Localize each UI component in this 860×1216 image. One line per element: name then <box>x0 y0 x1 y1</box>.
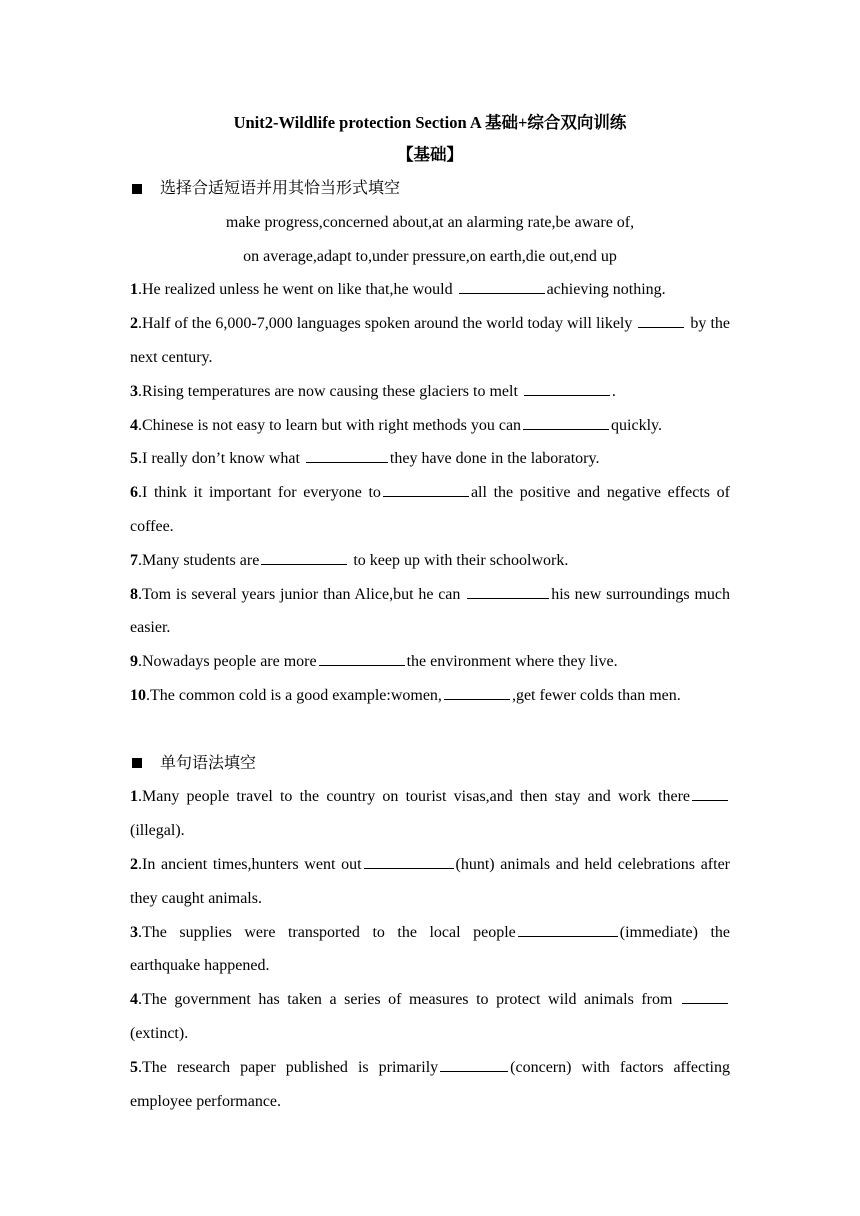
question-text-before: .Many students are <box>138 551 260 569</box>
question-text-after: to keep up with their schoolwork. <box>349 551 569 569</box>
answer-blank[interactable] <box>638 311 684 328</box>
question-text-after: all the positive and negative effects of coffee. <box>130 484 730 535</box>
answer-blank[interactable] <box>459 277 545 294</box>
question-item <box>130 916 730 984</box>
question-number: 2 <box>130 315 138 333</box>
section2-heading-text: 单句语法填空 <box>160 754 257 772</box>
question-text-after: by the next century. <box>130 315 730 366</box>
question-text-after: the environment where they live. <box>406 653 618 671</box>
question-item <box>130 780 730 848</box>
question-number: 4 <box>130 416 138 434</box>
question-number: 9 <box>130 653 138 671</box>
section-spacer <box>130 713 730 747</box>
phrase-bank-line-1: make progress,concerned about,at an alarming rate,be aware of, <box>225 213 635 231</box>
section1-heading <box>130 172 730 206</box>
question-item <box>130 578 730 646</box>
answer-blank[interactable] <box>444 683 510 700</box>
question-text-after: his new surroundings much easier. <box>130 585 730 637</box>
question-text-after: (extinct). <box>130 1024 189 1042</box>
answer-blank[interactable] <box>682 987 728 1004</box>
answer-blank[interactable] <box>467 582 549 599</box>
question-text-after: quickly. <box>611 416 662 434</box>
question-text-after: (hunt) animals and held celebrations after they caught animals. <box>130 855 730 907</box>
question-text-after: they have done in the laboratory. <box>389 450 600 468</box>
answer-blank[interactable] <box>383 480 469 497</box>
question-text-before: .The government has taken a series of measures to protect wild animals from <box>138 991 680 1009</box>
question-text-before: .Tom is several years junior than Alice,but he can <box>138 585 466 603</box>
answer-blank[interactable] <box>364 852 454 869</box>
question-text-before: .In ancient times,hunters went out <box>138 855 362 873</box>
answer-blank[interactable] <box>261 548 347 565</box>
question-number: 2 <box>130 855 138 873</box>
answer-blank[interactable] <box>518 920 618 937</box>
question-item <box>130 476 730 544</box>
question-number: 5 <box>130 450 138 468</box>
question-item <box>130 375 730 409</box>
question-number: 4 <box>130 991 138 1009</box>
question-item <box>130 544 730 578</box>
answer-blank[interactable] <box>524 379 610 396</box>
question-number: 1 <box>130 281 138 299</box>
question-number: 6 <box>130 484 138 502</box>
question-item <box>130 645 730 679</box>
question-text-before: .The supplies were transported to the local people <box>138 923 516 941</box>
document-page <box>130 108 730 1118</box>
question-text-before: .I really don’t know what <box>138 450 304 468</box>
question-item <box>130 409 730 443</box>
question-number: 10 <box>130 686 146 704</box>
square-bullet-icon <box>132 184 142 194</box>
section1-heading-text: 选择合适短语并用其恰当形式填空 <box>160 180 401 197</box>
question-item <box>130 679 730 713</box>
question-number: 3 <box>130 382 138 400</box>
answer-blank[interactable] <box>319 649 405 666</box>
question-text-before: .The research paper published is primarily <box>138 1058 439 1076</box>
question-text-after: achieving nothing. <box>546 281 666 299</box>
phrase-bank-line-2: on average,adapt to,under pressure,on earth,die out,end up <box>243 247 617 265</box>
question-text-before: .Half of the 6,000-7,000 languages spoken around the world today will likely <box>138 315 637 333</box>
question-item <box>130 848 730 916</box>
question-number: 5 <box>130 1058 138 1076</box>
question-text-after: (illegal). <box>130 822 185 840</box>
question-number: 3 <box>130 923 138 941</box>
question-text-after: (immediate) the earthquake happened. <box>130 923 731 975</box>
question-item <box>130 1051 730 1119</box>
question-item <box>130 442 730 476</box>
answer-blank[interactable] <box>523 413 609 430</box>
document-title: Unit2-Wildlife protection Section A 基础+综合双向训练 <box>233 113 627 132</box>
answer-blank[interactable] <box>306 446 388 463</box>
question-text-before: .The common cold is a good example:women, <box>146 686 442 704</box>
section2-heading <box>130 747 730 781</box>
question-text-after: . <box>611 382 616 400</box>
question-text-after: (concern) with factors affecting employee performance. <box>130 1058 731 1110</box>
question-item <box>130 273 730 307</box>
question-text-before: .Nowadays people are more <box>138 653 317 671</box>
question-text-before: .Many people travel to the country on tourist visas,and then stay and work there <box>138 788 690 806</box>
question-item <box>130 983 730 1051</box>
square-bullet-icon <box>132 758 142 768</box>
question-text-before: .I think it important for everyone to <box>138 484 381 502</box>
section-label-basic: 【基础】 <box>397 145 463 164</box>
question-item <box>130 307 730 375</box>
question-text-before: .Chinese is not easy to learn but with right methods you can <box>138 416 522 434</box>
question-text-before: .He realized unless he went on like that,he would <box>138 281 457 299</box>
answer-blank[interactable] <box>440 1055 508 1072</box>
answer-blank[interactable] <box>692 784 728 801</box>
question-text-before: .Rising temperatures are now causing these glaciers to melt <box>138 382 522 400</box>
question-number: 8 <box>130 585 138 603</box>
question-text-after: ,get fewer colds than men. <box>511 686 681 704</box>
question-number: 1 <box>130 788 138 806</box>
question-number: 7 <box>130 551 138 569</box>
